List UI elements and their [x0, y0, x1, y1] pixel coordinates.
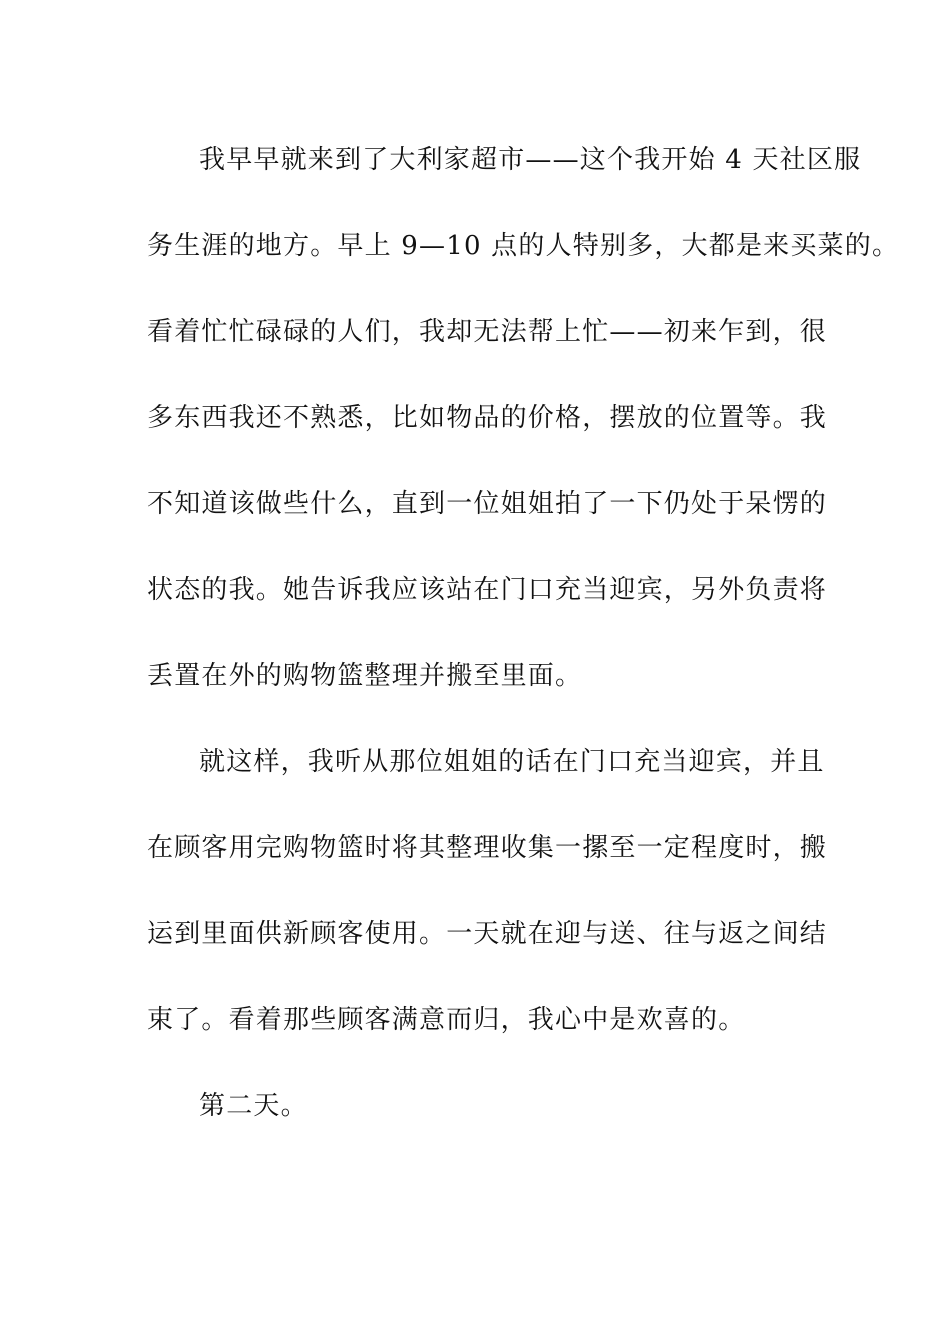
paragraph-1-line-4: 多东西我还不熟悉，比如物品的价格，摆放的位置等。我	[147, 403, 828, 433]
paragraph-2-line-1: 就这样，我听从那位姐姐的话在门口充当迎宾，并且	[199, 747, 825, 777]
paragraph-3-line-1: 第二天。	[199, 1091, 308, 1121]
paragraph-1-line-7: 丢置在外的购物篮整理并搬至里面。	[147, 661, 583, 691]
paragraph-1-line-2: 务生涯的地方。早上 9—10 点的人特别多，大都是来买菜的。	[147, 231, 900, 261]
paragraph-2-line-2: 在顾客用完购物篮时将其整理收集一摞至一定程度时，搬	[147, 833, 828, 863]
paragraph-2-line-3: 运到里面供新顾客使用。一天就在迎与送、往与返之间结	[147, 919, 828, 949]
paragraph-1-line-6: 状态的我。她告诉我应该站在门口充当迎宾，另外负责将	[147, 575, 828, 605]
paragraph-1-line-5: 不知道该做些什么，直到一位姐姐拍了一下仍处于呆愣的	[147, 489, 828, 519]
paragraph-1-line-3: 看着忙忙碌碌的人们，我却无法帮上忙——初来乍到，很	[147, 317, 828, 347]
paragraph-1-line-1: 我早早就来到了大利家超市——这个我开始 4 天社区服	[199, 145, 862, 175]
paragraph-2-line-4: 束了。看着那些顾客满意而归，我心中是欢喜的。	[147, 1005, 746, 1035]
